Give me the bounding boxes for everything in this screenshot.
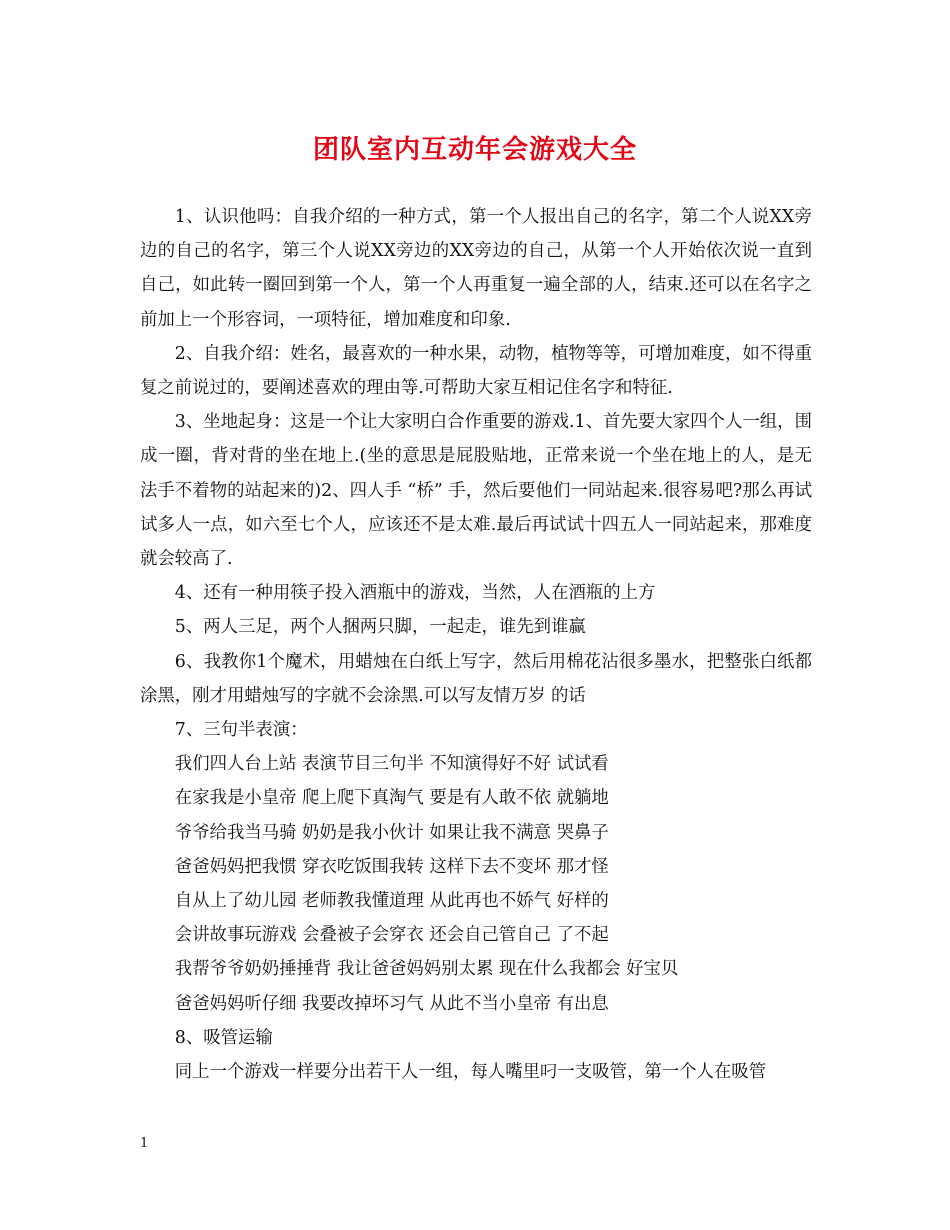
verse-line: 爸爸妈妈把我惯 穿衣吃饭围我转 这样下去不变坏 那才怪 (174, 856, 609, 877)
paragraph: 8、吸管运输 (174, 1027, 273, 1048)
paragraph: 1、认识他吗：自我介绍的一种方式，第一个人报出自己的名字，第二个人说XX旁边的自己的名字，第三个人说XX旁边的XX旁边的自己，从第一个人开始依次说一直到自己，如此转一圈回到第一个人，第一个人再重复一遍全部的人，结束.还可以在名字之前加上一个形容词，一项特征，增加难度和印象. (140, 207, 812, 330)
paragraph: 6、我教你1个魔术，用蜡烛在白纸上写字，然后用棉花沾很多墨水，把整张白纸都涂黑，刚才用蜡烛写的字就不会涂黑.可以写友情万岁 的话 (140, 651, 812, 706)
document-title: 团队室内互动年会游戏大全 (312, 135, 637, 165)
document-body (140, 200, 812, 1089)
verse-line: 我帮爷爷奶奶捶捶背 我让爸爸妈妈别太累 现在什么我都会 好宝贝 (174, 959, 679, 980)
verse-line: 爸爸妈妈听仔细 我要改掉坏习气 从此不当小皇帝 有出息 (174, 993, 609, 1014)
paragraph: 3、坐地起身：这是一个让大家明白合作重要的游戏.1、首先要大家四个人一组，围成一圈，背对背的坐在地上.(坐的意思是屁股贴地，正常来说一个坐在地上的人，是无法手不着物的站起来的)2、四人手 “桥” 手，然后要他们一同站起来.很容易吧?那么再试试多人一点，如六至七个人，应该还不是太难.最后再试试十四五人一同站起来，那难度就会较高了. (140, 412, 812, 570)
page-number: 1 (140, 1136, 149, 1151)
verse-line: 会讲故事玩游戏 会叠被子会穿衣 还会自己管自己 了不起 (174, 925, 609, 946)
paragraph: 7、三句半表演： (174, 720, 308, 741)
verse-line: 爷爷给我当马骑 奶奶是我小伙计 如果让我不满意 哭鼻子 (174, 822, 609, 843)
paragraph: 同上一个游戏一样要分出若干人一组，每人嘴里叼一支吸管，第一个人在吸管 (174, 1062, 767, 1083)
verse-line: 自从上了幼儿园 老师教我懂道理 从此再也不娇气 好样的 (174, 891, 609, 912)
verse-line: 在家我是小皇帝 爬上爬下真淘气 要是有人敢不依 就躺地 (174, 788, 609, 809)
verse-line: 我们四人台上站 表演节目三句半 不知演得好不好 试试看 (174, 754, 609, 775)
paragraph: 4、还有一种用筷子投入酒瓶中的游戏，当然，人在酒瓶的上方 (174, 583, 656, 604)
paragraph: 2、自我介绍：姓名，最喜欢的一种水果，动物，植物等等，可增加难度，如不得重复之前说过的，要阐述喜欢的理由等.可帮助大家互相记住名字和特征. (140, 343, 812, 399)
paragraph: 5、两人三足，两个人捆两只脚，一起走，谁先到谁赢 (174, 617, 586, 638)
